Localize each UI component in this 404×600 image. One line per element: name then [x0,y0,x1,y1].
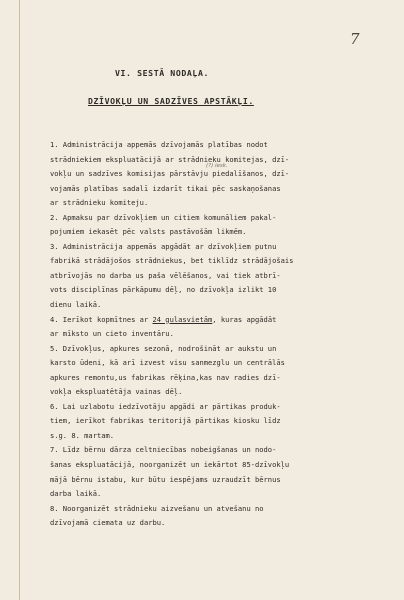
text-line: s.g. 8. martam. [50,430,115,440]
text-line: karsto ūdeni, kā arī izvest visu sanmezglu un centrālās [50,358,285,368]
text-line: ar mīksto un cieto inventāru. [50,329,174,339]
text-line: tiem, ierīkot fabrikas teritorijā pārtikas kiosku līdz [50,416,281,426]
underlined-phrase: 24 gulasvietām [152,314,213,324]
text-line: dzīvojamā ciemata uz darbu. [50,518,166,528]
binding-edge-line [19,0,20,600]
text-line: vojamās platības sadalī izdarīt tikai pēc saskaņošanas [50,183,281,193]
text-line: 3. Administrācija appemās apgādāt ar dzīvokļiem putnu [50,241,277,251]
text-line: pojumiem iekasēt pēc valsts pastāvošām likmēm. [50,227,247,237]
text-line: atbrīvojās no darba us paša vēlēšanos, vai tiek atbrī- [50,270,281,280]
section-title: VI. SESTĀ NODAĻA. [115,68,209,78]
text-line: dienu laikā. [50,300,102,310]
text-line: ar strādnieku komiteju. [50,198,149,208]
text-line: 7. Līdz bērnu dārza celtniecības nobeigšanas un nodo- [50,445,277,455]
text-line: mājā bērnu istabu, kur būtu iespējams uzraudzīt bērnus [50,474,281,484]
text-line: darba laikā. [50,489,102,499]
document-body [50,138,395,531]
text-line: vots disciplīnas pārkāpumu dēļ, no dzīvokļa izlikt 10 [50,285,277,295]
text-line: fabrikā strādājošos strādniekus, bet tiklīdz strādājošais [50,256,294,266]
page-number: 7 [350,30,360,48]
text-line: 2. Apmaksu par dzīvokļiem un citiem komunāliem pakal- [50,212,277,222]
text-line: vokļa ekspluatētāja vainas dēļ. [50,387,183,397]
text-line: strādniekiem ekspluatācijā ar strādnieku komitejas, dzī- [50,154,290,164]
text-line: 5. Dzīvokļus, apkures sezonā, nodrošināt ar aukstu un [50,343,277,353]
text-line: šanas ekspluatācijā, noorganizēt un iekārtot 85-dzīvokļu [50,460,290,470]
text-line: 1. Administrācija appemās dzīvojamās platības nodot [50,140,268,149]
handwritten-annotation: (?) iesk. [206,163,228,169]
text-line: vokļu un sadzīves komisijas pārstāvju piedalīšanos, dzī- [50,169,290,179]
text-line: 4. Ierīkot kopmītnes ar 24 gulasvietām, kuras apgādāt [50,314,277,324]
text-line: 8. Noorganizēt strādnieku aizvešanu un atvešanu no [50,503,264,513]
text-line: 6. Lai uzlabotu iedzīvotāju apgādi ar pārtikas produk- [50,401,281,411]
section-subtitle: DZĪVOKĻU UN SADZĪVES APSTĀKĻI. [88,96,254,106]
text-line: apkures remontu,us fabrikas rēķina,kas nav radies dzī- [50,372,281,382]
